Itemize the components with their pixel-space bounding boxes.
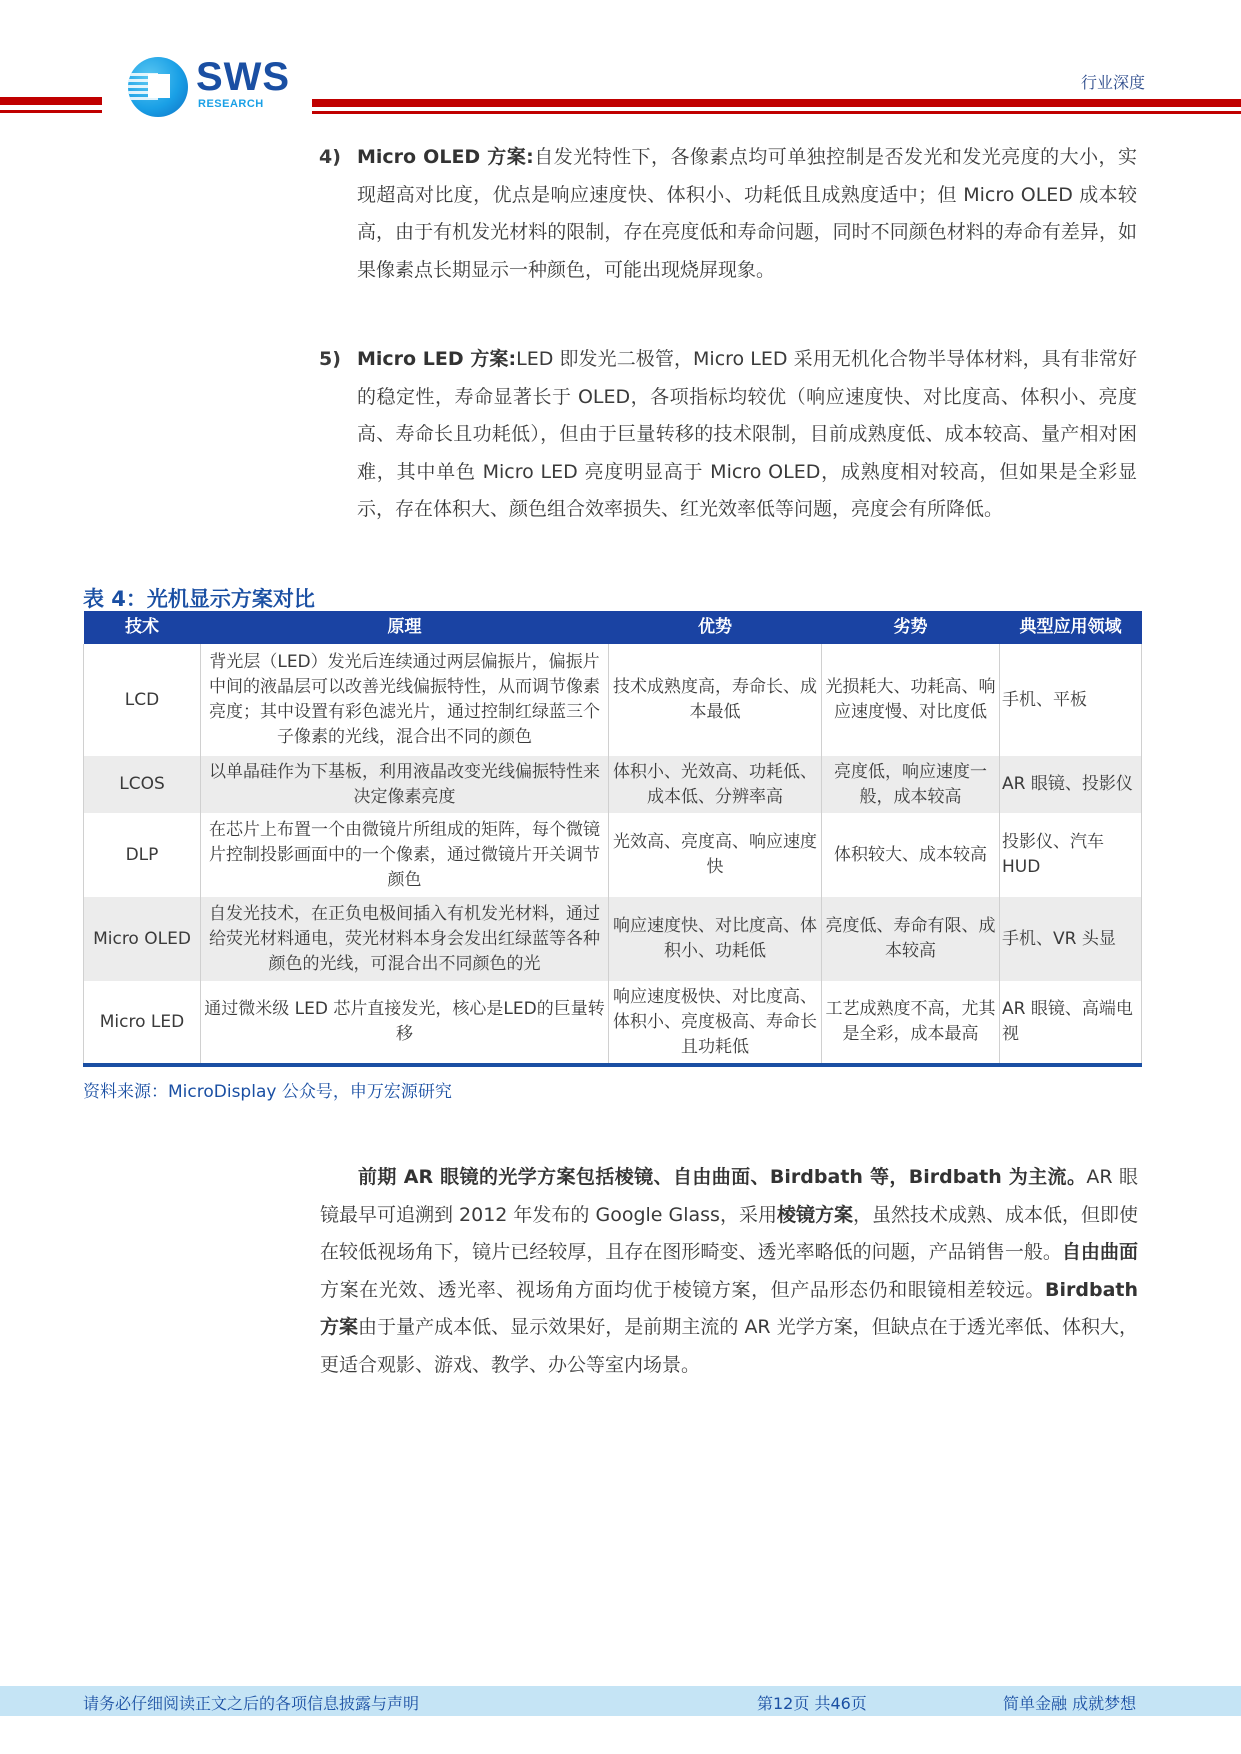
cell-tech: DLP: [84, 813, 201, 897]
logo-subtext: RESEARCH: [198, 98, 264, 110]
header-rule-right: [312, 99, 1241, 107]
header-rule-left: [0, 97, 102, 105]
cell-disadvantage: 体积较大、成本较高: [822, 813, 1000, 897]
list-item-micro-oled: [319, 139, 1137, 289]
paragraph-emphasis: 自由曲面: [1061, 1241, 1138, 1263]
cell-tech: Micro LED: [84, 981, 201, 1065]
cell-advantage: 体积小、光效高、功耗低、成本低、分辨率高: [609, 756, 822, 813]
paragraph-text: ，虽然技术成熟、成本低，但即使在较低视场角下，镜片已经较厚，且存在图形畸变、透光率略低的问题，产品销售一般。: [320, 1203, 1138, 1263]
header-rule-left-thin: [0, 110, 102, 113]
cell-disadvantage: 工艺成熟度不高，尤其是全彩，成本最高: [822, 981, 1000, 1065]
cell-advantage: 响应速度极快、对比度高、体积小、亮度极高、寿命长且功耗低: [609, 981, 822, 1065]
cell-application: 手机、平板: [1000, 644, 1142, 756]
col-header-advantage: 优势: [609, 611, 822, 644]
cell-application: 投影仪、汽车 HUD: [1000, 813, 1142, 897]
item-body: LED 即发光二极管，Micro LED 采用无机化合物半导体材料，具有非常好的稳定性，寿命显著长于 OLED，各项指标均较优（响应速度快、对比度高、体积小、亮度高、寿命长且功耗低），但由于巨量转移的技术限制，目前成熟度低、成本较高、量产相对困难，其中单色 Micro LED 亮度明显高于 Micro OLED，成熟度相对较高，但如果是全彩显示，存在体积大、颜色组合效率损失、红光效率低等问题，亮度会有所降低。: [357, 348, 1138, 520]
table-row: [84, 897, 1142, 981]
logo-globe-icon: [128, 57, 188, 117]
paragraph-emphasis: Birdbath 方案: [320, 1278, 1138, 1338]
cell-principle: 以单晶硅作为下基板，利用液晶改变光线偏振特性来决定像素亮度: [201, 756, 609, 813]
footer-disclaimer: 请务必仔细阅读正文之后的各项信息披露与声明: [83, 1694, 420, 1713]
list-item-micro-led: [319, 341, 1138, 529]
cell-application: AR 眼镜、高端电视: [1000, 981, 1142, 1065]
cell-principle: 自发光技术，在正负电极间插入有机发光材料，通过给荧光材料通电，荧光材料本身会发出红绿蓝等各种颜色的光线，可混合出不同颜色的光: [201, 897, 609, 981]
cell-application: 手机、VR 头显: [1000, 897, 1142, 981]
col-header-principle: 原理: [201, 611, 609, 644]
table-header-row: [84, 611, 1142, 644]
paragraph-emphasis: 棱镜方案: [776, 1203, 853, 1226]
list-number: 5): [319, 348, 341, 370]
paragraph-text: AR 眼镜最早可追溯到 2012 年发布的 Google Glass，采用: [320, 1166, 1138, 1226]
paragraph-text: 方案在光效、透光率、视场角方面均优于棱镜方案，但产品形态仍和眼镜相差较远。: [320, 1278, 1045, 1301]
paragraph-lead: 前期 AR 眼镜的光学方案包括棱镜、自由曲面、Birdbath 等，Birdbath 为主流。: [358, 1166, 1087, 1188]
comparison-table: [83, 611, 1142, 1067]
cell-disadvantage: 光损耗大、功耗高、响应速度慢、对比度低: [822, 644, 1000, 756]
list-number: 4): [319, 146, 341, 168]
table-row: [84, 756, 1142, 813]
footer-slogan: 简单金融 成就梦想: [1003, 1694, 1137, 1713]
header-rule-right-thin: [312, 111, 1241, 114]
sws-logo: [128, 53, 291, 119]
cell-principle: 背光层（LED）发光后连续通过两层偏振片，偏振片中间的液晶层可以改善光线偏振特性，从而调节像素亮度；其中设置有彩色滤光片，通过控制红绿蓝三个子像素的光线，混合出不同的颜色: [201, 644, 609, 756]
table-row: [84, 981, 1142, 1065]
body-paragraph: [320, 1159, 1138, 1384]
cell-application: AR 眼镜、投影仪: [1000, 756, 1142, 813]
cell-principle: 在芯片上布置一个由微镜片所组成的矩阵，每个微镜片控制投影画面中的一个像素，通过微镜片开关调节颜色: [201, 813, 609, 897]
item-title: Micro LED 方案:: [357, 348, 517, 370]
item-body: 自发光特性下，各像素点均可单独控制是否发光和发光亮度的大小，实现超高对比度，优点是响应速度快、体积小、功耗低且成熟度适中；但 Micro OLED 成本较高，由于有机发光材料的限制，存在亮度低和寿命问题，同时不同颜色材料的寿命有差异，如果像素点长期显示一种颜色，可能出现烧屏现象。: [357, 146, 1137, 281]
page-number: 第12页 共46页: [757, 1694, 867, 1713]
cell-principle: 通过微米级 LED 芯片直接发光，核心是LED的巨量转移: [201, 981, 609, 1065]
logo-text: SWS: [196, 55, 291, 99]
cell-disadvantage: 亮度低，响应速度一般，成本较高: [822, 756, 1000, 813]
table-row: [84, 813, 1142, 897]
cell-tech: Micro OLED: [84, 897, 201, 981]
cell-advantage: 技术成熟度高，寿命长、成本最低: [609, 644, 822, 756]
cell-advantage: 光效高、亮度高、响应速度快: [609, 813, 822, 897]
col-header-tech: 技术: [84, 611, 201, 644]
col-header-application: 典型应用领域: [1000, 611, 1142, 644]
report-category: 行业深度: [1080, 73, 1145, 92]
table-source: 资料来源：MicroDisplay 公众号，申万宏源研究: [83, 1082, 452, 1102]
col-header-disadvantage: 劣势: [822, 611, 1000, 644]
cell-disadvantage: 亮度低、寿命有限、成本较高: [822, 897, 1000, 981]
paragraph-text: 由于量产成本低、显示效果好，是前期主流的 AR 光学方案，但缺点在于透光率低、体积大，更适合观影、游戏、教学、办公等室内场景。: [320, 1316, 1138, 1376]
cell-advantage: 响应速度快、对比度高、体积小、功耗低: [609, 897, 822, 981]
item-title: Micro OLED 方案:: [357, 146, 534, 168]
cell-tech: LCD: [84, 644, 201, 756]
cell-tech: LCOS: [84, 756, 201, 813]
table-title: 表 4：光机显示方案对比: [83, 587, 315, 611]
table-row: [84, 644, 1142, 756]
